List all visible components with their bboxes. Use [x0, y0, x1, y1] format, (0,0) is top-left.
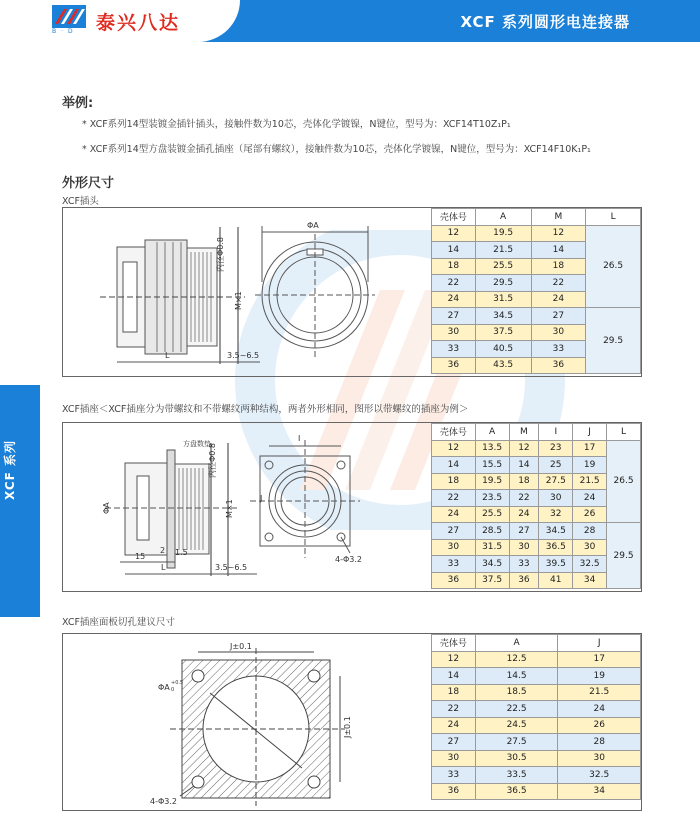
table-cell: 24 [432, 506, 476, 523]
socket-label-m: M×1 [225, 499, 234, 518]
table-cell: 30 [531, 324, 586, 341]
table-cell: 29.5 [475, 275, 531, 292]
socket-th-1: A [475, 424, 509, 441]
plug-label-l: L [165, 351, 170, 360]
socket-label-15b: 1.5 [175, 548, 188, 557]
table-cell: 29.5 [607, 523, 641, 589]
table-cell: 23.5 [475, 490, 509, 507]
plug-th-3: L [586, 209, 641, 226]
table-cell: 18 [509, 473, 539, 490]
example-line-1: * XCF系列14型装镀金插针插头，接触件数为10芯，壳体化学镀镍，N键位，型号为：XCF14T10Z₁P₁ [82, 119, 511, 130]
table-cell: 26 [573, 506, 607, 523]
panel-label-holes: 4-Φ3.2 [150, 797, 177, 806]
plug-table [431, 208, 641, 374]
table-cell: 14 [432, 668, 476, 685]
table-cell: 27.5 [539, 473, 573, 490]
side-tab-label: XCF 系列 [3, 439, 17, 500]
table-cell: 33 [432, 341, 476, 358]
table-cell: 14 [432, 457, 476, 474]
table-cell: 24 [432, 717, 476, 734]
socket-th-3: I [539, 424, 573, 441]
socket-table [431, 423, 641, 589]
table-cell: 24 [573, 490, 607, 507]
table-cell: 15.5 [475, 457, 509, 474]
table-cell: 36 [509, 572, 539, 589]
table-cell: 22 [531, 275, 586, 292]
table-cell: 27 [509, 523, 539, 540]
table-cell: 40.5 [475, 341, 531, 358]
plug-th-0: 壳体号 [432, 209, 476, 226]
table-cell: 30 [432, 750, 476, 767]
socket-label-holes: 4-Φ3.2 [335, 555, 362, 564]
table-cell: 28.5 [475, 523, 509, 540]
table-cell: 22 [432, 275, 476, 292]
table-cell: 34.5 [539, 523, 573, 540]
table-cell: 26 [558, 717, 641, 734]
table-cell: 32.5 [573, 556, 607, 573]
socket-label-15: 15 [135, 552, 146, 561]
brand-sub: B·D [52, 28, 78, 35]
table-cell: 23 [539, 440, 573, 457]
panel-table [431, 634, 641, 800]
table-cell: 14 [531, 242, 586, 259]
table-cell: 36.5 [539, 539, 573, 556]
panel-title: XCF插座面板切孔建议尺寸 [62, 617, 175, 628]
table-cell: 34 [558, 783, 641, 800]
table-cell: 22 [432, 701, 476, 718]
table-cell: 19.5 [475, 225, 531, 242]
table-cell: 36 [432, 572, 476, 589]
panel-drawing [140, 638, 400, 808]
table-cell: 41 [539, 572, 573, 589]
socket-label-d08: 内径Φ0.8 [208, 442, 217, 478]
table-cell: 34 [573, 572, 607, 589]
side-tab [0, 385, 40, 617]
plug-label-phia: ΦA [307, 221, 319, 230]
panel-th-1: A [475, 635, 558, 652]
table-cell: 12 [531, 225, 586, 242]
socket-label-j: J [260, 494, 263, 503]
table-cell: 22 [509, 490, 539, 507]
dims-heading: 外形尺寸 [62, 176, 115, 191]
table-cell: 39.5 [539, 556, 573, 573]
table-cell: 27 [432, 308, 476, 325]
table-cell: 28 [573, 523, 607, 540]
table-cell: 22.5 [475, 701, 558, 718]
table-cell: 27 [432, 523, 476, 540]
socket-th-0: 壳体号 [432, 424, 476, 441]
plug-label-m: M×1 [234, 291, 243, 310]
table-cell: 32.5 [558, 767, 641, 784]
table-cell: 12 [509, 440, 539, 457]
table-cell: 33 [432, 556, 476, 573]
table-cell: 19.5 [475, 473, 509, 490]
socket-label-key: 方盘数垫 [183, 440, 211, 448]
table-cell: 36 [432, 357, 476, 374]
table-cell: 34.5 [475, 556, 509, 573]
table-cell: 18 [432, 258, 476, 275]
table-cell: 21.5 [558, 684, 641, 701]
table-cell: 25.5 [475, 506, 509, 523]
table-cell: 30 [432, 539, 476, 556]
table-cell: 21.5 [475, 242, 531, 259]
table-cell: 17 [558, 651, 641, 668]
plug-th-2: M [531, 209, 586, 226]
panel-th-2: J [558, 635, 641, 652]
table-cell: 36 [432, 783, 476, 800]
table-cell: 14.5 [475, 668, 558, 685]
table-cell: 30.5 [475, 750, 558, 767]
table-cell: 12.5 [475, 651, 558, 668]
table-cell: 34.5 [475, 308, 531, 325]
table-cell: 14 [509, 457, 539, 474]
table-cell: 33.5 [475, 767, 558, 784]
table-cell: 33 [531, 341, 586, 358]
table-cell: 24.5 [475, 717, 558, 734]
panel-label-tol-up: +0.5 [171, 680, 184, 686]
table-cell: 12 [432, 225, 476, 242]
socket-label-2: 2 [160, 546, 166, 555]
example-line-2: * XCF系列14型方盘装镀金插孔插座（尾部有螺纹），接触件数为10芯，壳体化学镀镍，N键位，型号为：XCF14F10K₁P₁ [82, 144, 591, 155]
logo-panel [0, 0, 240, 42]
table-cell: 31.5 [475, 539, 509, 556]
socket-th-2: M [509, 424, 539, 441]
table-cell: 18 [432, 684, 476, 701]
table-cell: 28 [558, 734, 641, 751]
table-cell: 14 [432, 242, 476, 259]
socket-label-l: L [161, 563, 166, 572]
table-cell: 30 [509, 539, 539, 556]
socket-th-5: L [607, 424, 641, 441]
table-cell: 30 [432, 324, 476, 341]
socket-label-i: I [298, 434, 301, 443]
table-cell: 32 [539, 506, 573, 523]
panel-label-j: J±0.1 [230, 642, 252, 651]
socket-drawing [95, 428, 430, 588]
table-cell: 25 [539, 457, 573, 474]
socket-label-phia: ΦA [102, 502, 111, 514]
table-cell: 24 [558, 701, 641, 718]
table-cell: 27 [531, 308, 586, 325]
socket-label-range: 3.5~6.5 [215, 563, 248, 572]
table-cell: 12 [432, 440, 476, 457]
plug-label-d08: 内径Φ0.8 [216, 236, 225, 272]
panel-label-j2: J±0.1 [343, 716, 352, 738]
panel-label-tol-lo: 0 [171, 687, 175, 693]
socket-th-4: J [573, 424, 607, 441]
table-cell: 27 [432, 734, 476, 751]
panel-label-phia: ΦA [158, 683, 170, 692]
table-cell: 25.5 [475, 258, 531, 275]
socket-title: XCF插座＜XCF插座分为带螺纹和不带螺纹两种结构，两者外形相同，图形以带螺纹的插座为例＞ [62, 404, 469, 415]
table-cell: 19 [558, 668, 641, 685]
table-cell: 37.5 [475, 324, 531, 341]
table-cell: 29.5 [586, 308, 641, 374]
table-cell: 18 [531, 258, 586, 275]
table-cell: 26.5 [586, 225, 641, 308]
examples-heading: 举例: [62, 96, 94, 111]
table-cell: 30 [573, 539, 607, 556]
table-cell: 24 [531, 291, 586, 308]
table-cell: 36.5 [475, 783, 558, 800]
table-cell: 18 [432, 473, 476, 490]
plug-th-1: A [475, 209, 531, 226]
table-cell: 33 [432, 767, 476, 784]
table-cell: 30 [539, 490, 573, 507]
table-cell: 19 [573, 457, 607, 474]
table-cell: 12 [432, 651, 476, 668]
table-cell: 24 [432, 291, 476, 308]
table-cell: 18.5 [475, 684, 558, 701]
header-bar [0, 0, 700, 42]
table-cell: 43.5 [475, 357, 531, 374]
plug-title: XCF插头 [62, 196, 99, 207]
plug-label-range: 3.5~6.5 [227, 351, 260, 360]
table-cell: 31.5 [475, 291, 531, 308]
table-cell: 24 [509, 506, 539, 523]
table-cell: 13.5 [475, 440, 509, 457]
table-cell: 17 [573, 440, 607, 457]
plug-drawing [95, 212, 430, 372]
table-cell: 30 [558, 750, 641, 767]
table-cell: 22 [432, 490, 476, 507]
brand-name: 泰兴八达 [96, 12, 181, 34]
table-cell: 27.5 [475, 734, 558, 751]
page-title: XCF 系列圆形电连接器 [460, 13, 630, 31]
table-cell: 26.5 [607, 440, 641, 523]
panel-th-0: 壳体号 [432, 635, 476, 652]
table-cell: 36 [531, 357, 586, 374]
table-cell: 37.5 [475, 572, 509, 589]
table-cell: 33 [509, 556, 539, 573]
table-cell: 21.5 [573, 473, 607, 490]
